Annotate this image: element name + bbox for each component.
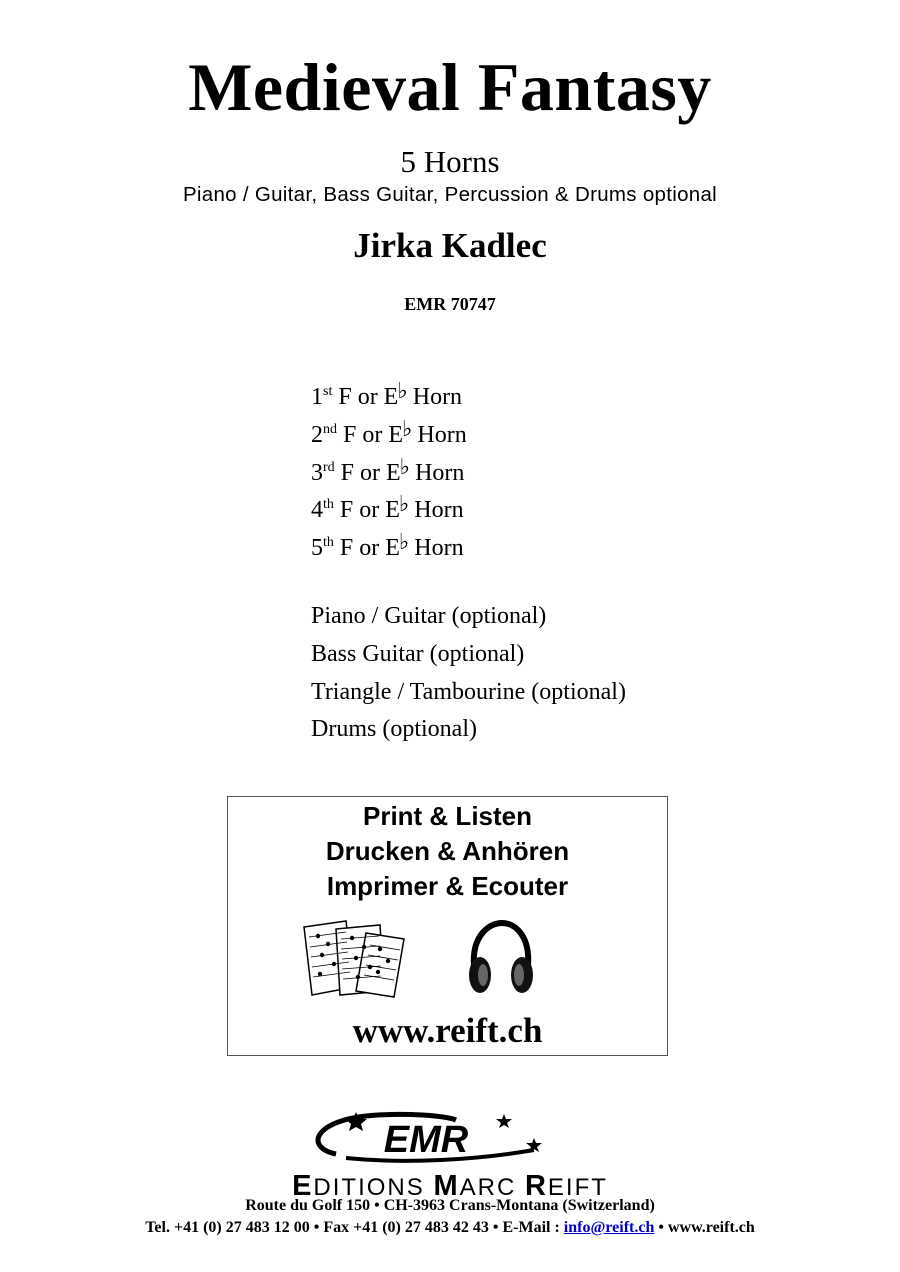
parts-list: [311, 372, 467, 561]
publisher-contact: Tel. +41 (0) 27 483 12 00 • Fax +41 (0) 27 483 42 43 • E-Mail : info@reift.ch • www.reift.ch: [145, 1219, 755, 1236]
flat-icon: ♭: [399, 453, 411, 479]
part-item: 1st F or E♭ Horn: [311, 378, 463, 410]
promo-url[interactable]: www.reift.ch: [352, 1011, 543, 1050]
flat-icon: ♭: [398, 491, 410, 517]
optional-part-item: Bass Guitar (optional): [311, 640, 525, 667]
promo-line-en: Print & Listen: [362, 801, 532, 831]
optional-instruments: Piano / Guitar, Bass Guitar, Percussion & Drums optional: [182, 183, 718, 206]
optional-part-item: Piano / Guitar (optional): [311, 603, 547, 629]
catalog-number: EMR 70747: [404, 294, 496, 314]
flat-icon: ♭: [402, 415, 413, 441]
promo-line-fr: Imprimer & Ecouter: [326, 871, 569, 901]
part-item: 2nd F or E♭ Horn: [311, 415, 467, 448]
publisher-address: Route du Golf 150 • CH-3963 Crans-Montana (Switzerland): [245, 1197, 655, 1214]
flat-icon: ♭: [398, 529, 410, 555]
headphones-icon: [466, 919, 536, 999]
print-listen-box: [227, 796, 668, 1056]
part-item: 3rd F or E♭ Horn: [311, 453, 465, 486]
instrumentation: 5 Horns: [400, 144, 500, 179]
optional-parts-list: [311, 598, 626, 749]
email-link[interactable]: info@reift.ch: [563, 1219, 655, 1236]
sheet-music-icon: [300, 917, 410, 999]
promo-line-de: Drucken & Anhören: [325, 836, 570, 866]
part-item: 5th F or E♭ Horn: [311, 529, 464, 562]
emr-logo: [306, 1108, 546, 1168]
svg-text:EMR: EMR: [383, 1119, 469, 1161]
composer: Jirka Kadlec: [353, 226, 547, 265]
flat-icon: ♭: [397, 378, 408, 403]
optional-part-item: Triangle / Tambourine (optional): [311, 678, 626, 705]
publisher-name: EDITIONS MARC REIFT: [292, 1170, 608, 1202]
part-item: 4th F or E♭ Horn: [311, 491, 464, 524]
page-title: Medieval Fantasy: [188, 49, 712, 125]
optional-part-item: Drums (optional): [311, 716, 477, 743]
